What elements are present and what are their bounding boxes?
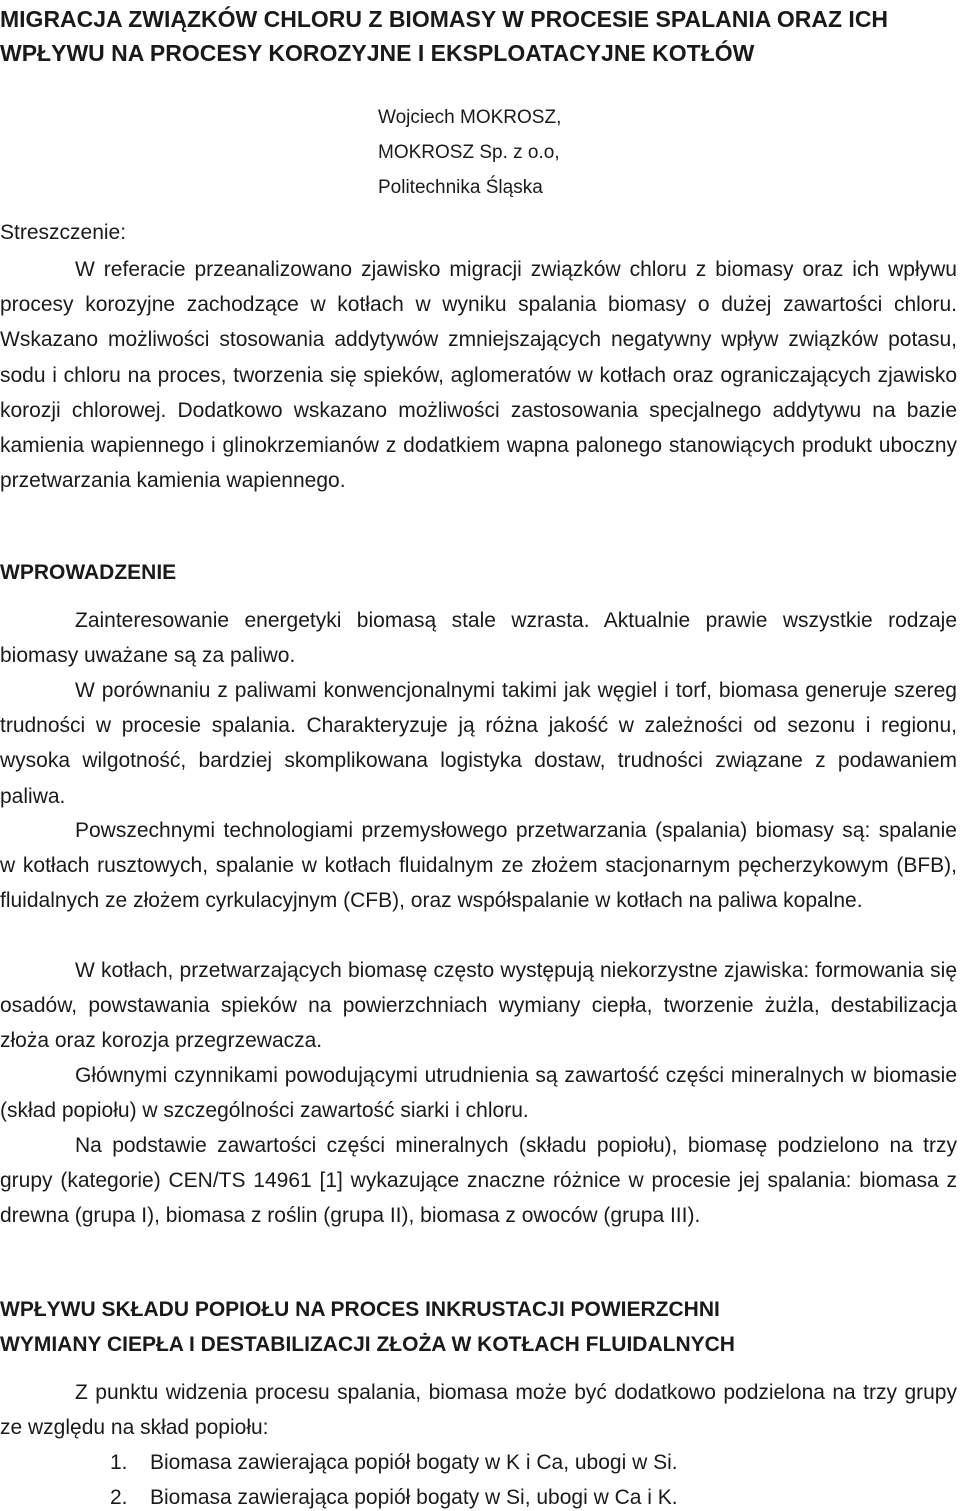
section-heading-line: WPŁYWU SKŁADU POPIOŁU NA PROCES INKRUSTACJI POWIERZCHNI: [0, 1298, 720, 1321]
list-item: [110, 1445, 678, 1480]
paragraph: W kotłach, przetwarzających biomasę często występują niekorzystne zjawiska: formowania się osadów, powstawania spieków na powierzchniach wymiany ciepła, tworzenie żużla, destabilizacja złoża oraz korozja przegrzewacza.: [0, 959, 957, 1053]
paragraph: Z punktu widzenia procesu spalania, biomasa może być dodatkowo podzielona na trzy grupy ze względu na skład popiołu:: [0, 1381, 957, 1440]
list-item-number: 2.: [110, 1486, 128, 1510]
list-item-text: Biomasa zawierająca popiół bogaty w Si, ubogi w Ca i K.: [150, 1486, 678, 1510]
abstract-text: W referacie przeanalizowano zjawisko migracji związków chloru z biomasy oraz ich wpływu procesy korozyjne zachodzące w kotłach w wyniku spalania biomasy o dużej zawartości chloru. Wskazano możliwości stosowania addytywów zmniejszających negatywny wpływ związków potasu, sodu i chloru na proces, tworzenia się spieków, aglomeratów w kotłach oraz ograniczających zjawisko korozji chlorowej. Dodatkowo wskazano możliwości zastosowania specjalnego addytywu na bazie kamienia wapiennego i glinokrzemianów z dodatkiem wapna palonego stanowiących produkt uboczny przetwarzania kamienia wapiennego.: [0, 258, 957, 493]
author-block: [378, 100, 561, 205]
list-item: [110, 1480, 678, 1511]
list-item-number: 1.: [110, 1451, 128, 1474]
paragraph: Zainteresowanie energetyki biomasą stale wzrasta. Aktualnie prawie wszystkie rodzaje biomasy uważane są za paliwo.: [0, 609, 957, 668]
paragraph: Powszechnymi technologiami przemysłowego przetwarzania (spalania) biomasy są: spalanie w kotłach rusztowych, spalanie w kotłach fluidalnym ze złożem stacjonarnym pęcherzykowym (BFB), fluidalnych ze złożem cyrkulacyjnym (CFB), oraz współspalanie w kotłach na paliwa kopalne.: [0, 819, 957, 913]
section-heading-ash-composition: [0, 1292, 735, 1362]
section-heading-line: WYMIANY CIEPŁA I DESTABILIZACJI ZŁOŻA W KOTŁACH FLUIDALNYCH: [0, 1333, 735, 1356]
paragraph: Na podstawie zawartości części mineralnych (składu popiołu), biomasę podzielono na trzy grupy (kategorie) CEN/TS 14961 [1] wykazujące znaczne różnice w procesie jej spalania: biomasa z drewna (grupa I), biomasa z roślin (grupa II), biomasa z owoców (grupa III).: [0, 1134, 957, 1228]
numbered-list: [110, 1445, 678, 1511]
paragraph: W porównaniu z paliwami konwencjonalnymi takimi jak węgiel i torf, biomasa generuje szereg trudności w procesie spalania. Charakteryzuje ją różna jakość w zależności od sezonu i regionu, wysoka wilgotność, bardziej skomplikowana logistyka dostaw, trudności związane z podawaniem paliwa.: [0, 679, 957, 808]
paragraph: Głównymi czynnikami powodującymi utrudnienia są zawartość części mineralnych w biomasie (skład popiołu) w szczególności zawartość siarki i chloru.: [0, 1064, 957, 1123]
author-affiliation-company: MOKROSZ Sp. z o.o,: [378, 142, 560, 163]
paper-title: MIGRACJA ZWIĄZKÓW CHLORU Z BIOMASY W PROCESIE SPALANIA ORAZ ICH WPŁYWU NA PROCESY KOROZYJNE I EKSPLOATACYJNE KOTŁÓW: [0, 6, 889, 66]
section-heading-introduction: WPROWADZENIE: [0, 561, 177, 584]
abstract-label: Streszczenie:: [0, 221, 127, 244]
list-item-text: Biomasa zawierająca popiół bogaty w K i Ca, ubogi w Si.: [150, 1451, 678, 1474]
author-affiliation-university: Politechnika Śląska: [378, 177, 543, 198]
author-name: Wojciech MOKROSZ,: [378, 107, 562, 128]
